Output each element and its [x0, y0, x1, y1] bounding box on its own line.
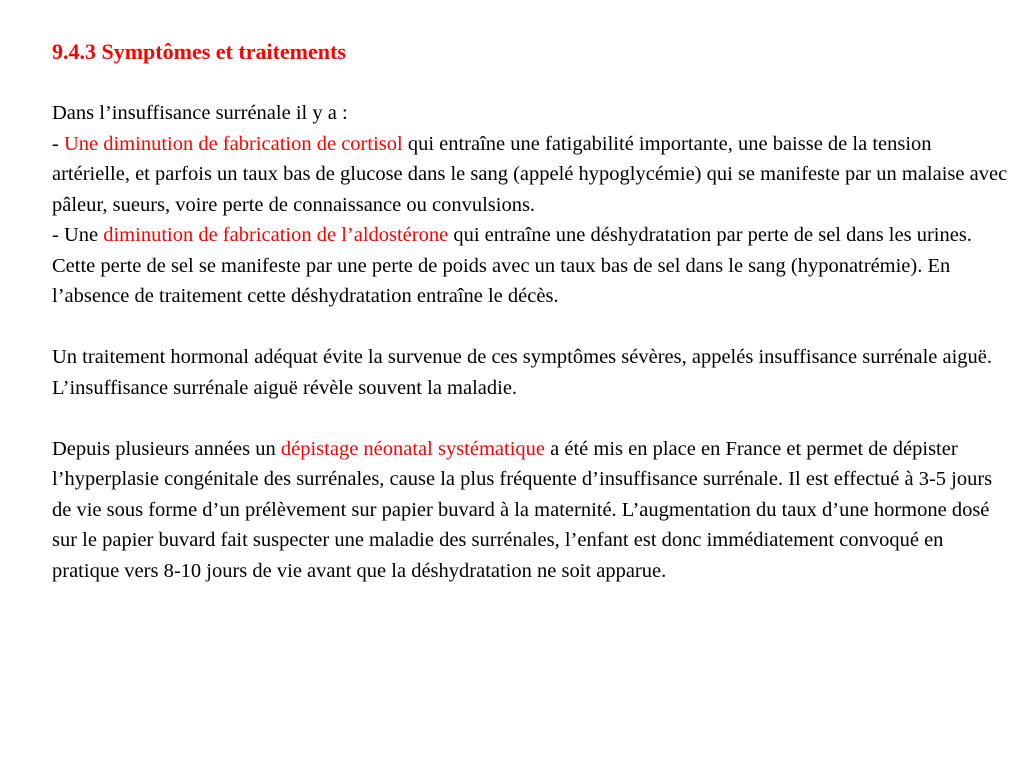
cortisol-prefix: -: [52, 132, 64, 155]
intro-line: Dans l’insuffisance surrénale il y a :: [52, 102, 348, 124]
treatment-paragraph: Un traitement hormonal adéquat évite la survenue de ces symptômes sévères, appelés insuffisance surrénale aiguë. L’insuffisance surrénale aiguë révèle souvent la maladie.: [52, 346, 993, 399]
spacer: [52, 403, 1012, 434]
screening-highlight: dépistage néonatal systématique: [280, 437, 546, 460]
screening-paragraph: [52, 434, 1012, 587]
aldosterone-prefix: - Une: [52, 224, 104, 246]
cortisol-highlight: Une diminution de fabrication de cortisol: [63, 132, 403, 155]
cortisol-paragraph: [52, 129, 1012, 221]
aldosterone-rest: qui entraîne une déshydratation par perte de sel dans les urines. Cette perte de sel se manifeste par une perte de poids avec un taux bas de sel dans le sang (hyponatrémie). En l’absence de traitement cette déshydratation entraîne le décès.: [52, 224, 972, 307]
aldosterone-paragraph: [52, 220, 1012, 312]
aldosterone-highlight: diminution de fabrication de l’aldostérone: [103, 224, 449, 246]
spacer: [52, 312, 1012, 343]
screening-after: a été mis en place en France et permet de dépister l’hyperplasie congénitale des surrénales, cause la plus fréquente d’insuffisance surrénale. Il est effectué à 3-5 jours de vie sous forme d’un prélèvement sur papier buvard à la maternité. L’augmentation du taux d’une hormone dosé sur le papier buvard fait suspecter une maladie des surrénales, l’enfant est donc immédiatement convoqué en pratique vers 8-10 jours de vie avant que la déshydratation ne soit apparue.: [52, 437, 993, 582]
slide-title: 9.4.3 Symptômes et traitements: [52, 39, 346, 64]
cortisol-rest: qui entraîne une fatigabilité importante, une baisse de la tension artérielle, et parfois un taux bas de glucose dans le sang (appelé hypoglycémie) qui se manifeste par un malaise avec pâleur, sueurs, voire perte de connaissance ou convulsions.: [52, 132, 1008, 216]
screening-before: Depuis plusieurs années un: [52, 437, 281, 460]
